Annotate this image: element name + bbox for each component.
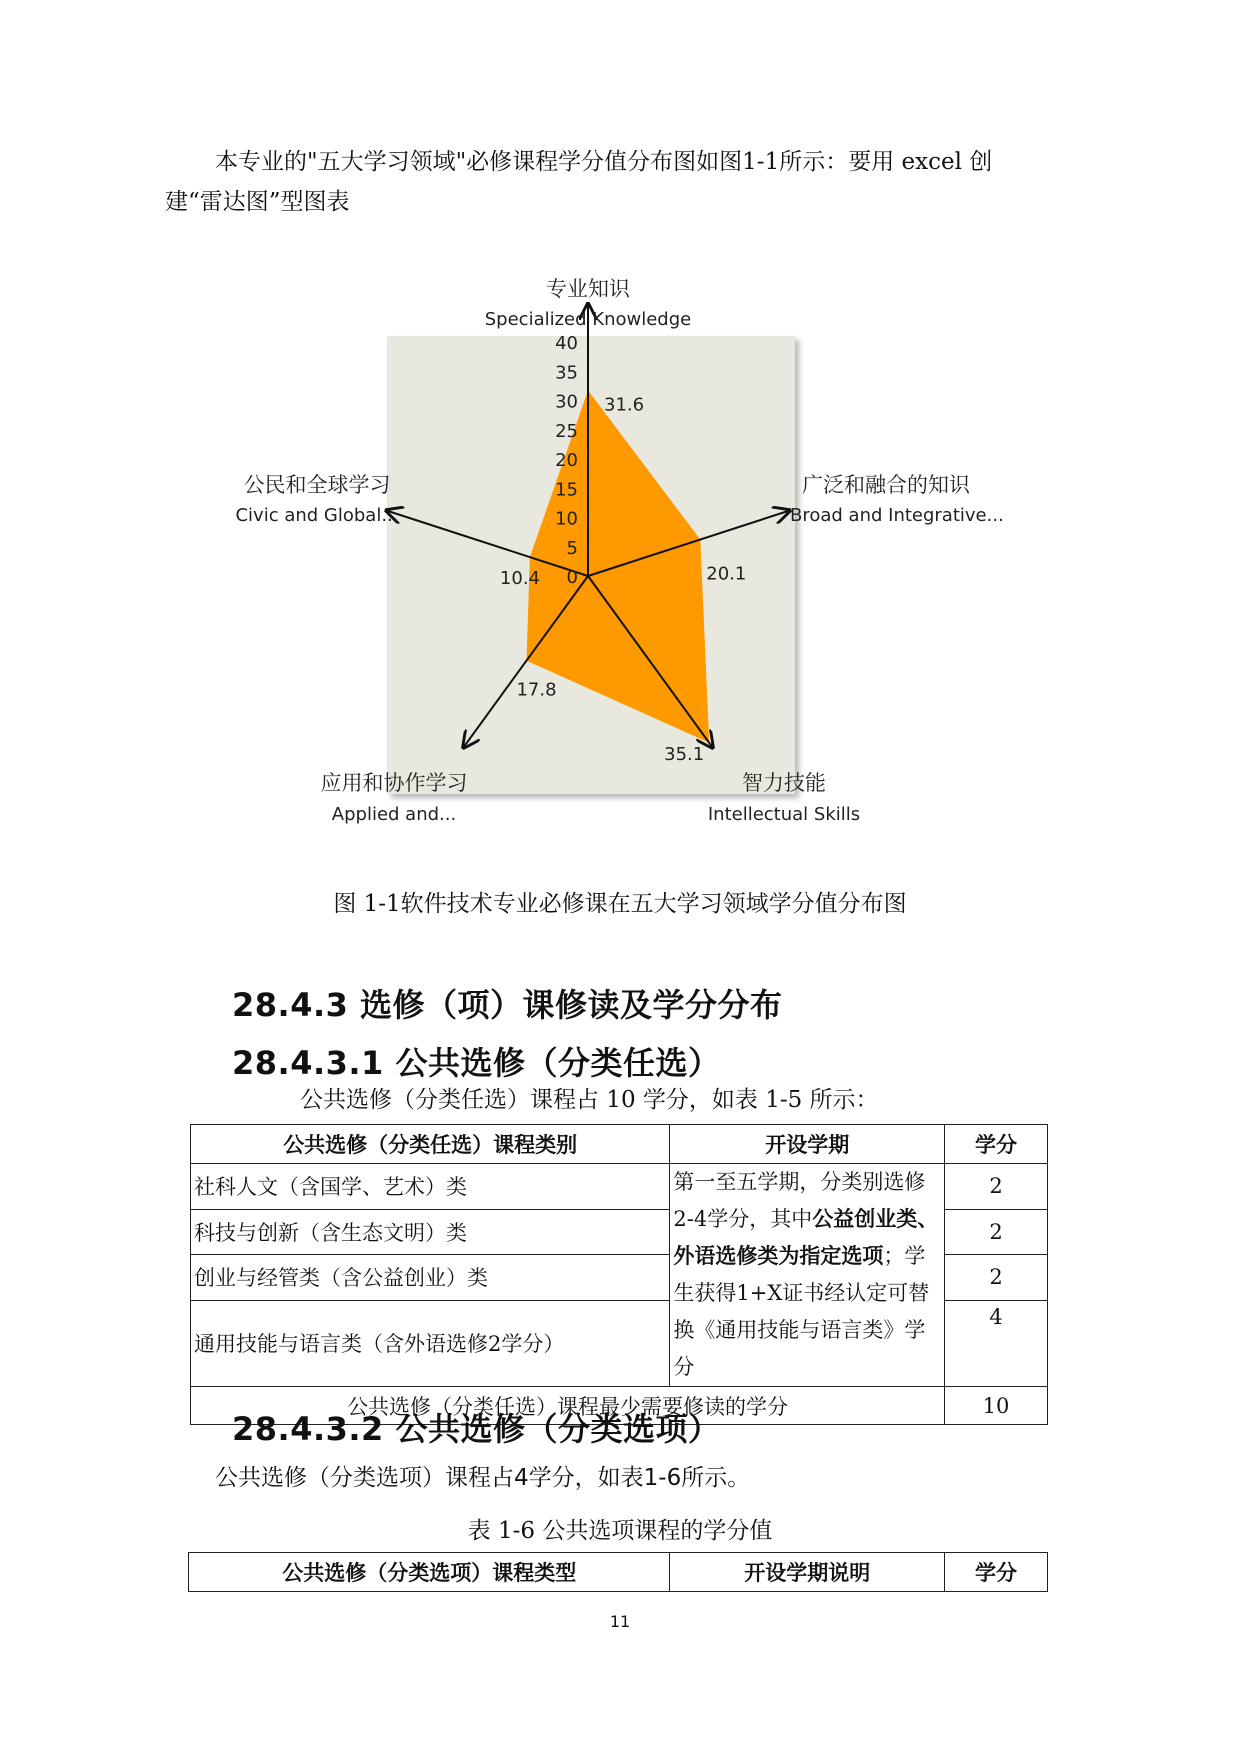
credits-cell: 2 [945, 1209, 1048, 1255]
radar-category-label-en: Broad and Integrative... [790, 505, 1004, 526]
radar-scale-tick: 40 [555, 333, 578, 355]
total-value-cell: 10 [945, 1387, 1048, 1425]
table-1-5 [190, 1124, 1048, 1425]
heading-28-4-3: 28.4.3 选修（项）课修读及学分分布 [232, 986, 783, 1024]
category-cell: 通用技能与语言类（含外语选修2学分） [191, 1300, 670, 1386]
radar-category-label-en: Specialized Knowledge [484, 309, 692, 330]
heading-28-4-3-1: 28.4.3.1 公共选修（分类任选） [232, 1044, 721, 1082]
radar-chart [0, 0, 1240, 860]
radar-category-label-en: Civic and Global... [235, 505, 399, 526]
radar-scale-tick: 30 [555, 391, 578, 413]
semester-note-part1: 第一至五学期，分类别选修2-4学分，其中 [673, 1170, 926, 1231]
table-header-row [191, 1125, 1048, 1164]
category-cell: 社科人文（含国学、艺术）类 [191, 1164, 670, 1210]
radar-scale-tick: 0 [566, 567, 578, 588]
header-semester: 开设学期 [670, 1125, 945, 1164]
heading-28-4-3-2: 28.4.3.2 公共选修（分类选项） [232, 1410, 721, 1448]
total-label-cell: 公共选修（分类任选）课程最少需要修读的学分 [191, 1387, 945, 1425]
credits-cell: 2 [945, 1255, 1048, 1301]
page-number: 11 [609, 1612, 631, 1631]
public-option-paragraph: 公共选修（分类选项）课程占4学分，如表1-6所示。 [215, 1465, 751, 1491]
header-type: 公共选修（分类选项）课程类型 [189, 1553, 670, 1592]
radar-scale-tick: 35 [555, 362, 578, 384]
radar-category-label-zh: 公民和全球学习 [243, 473, 391, 497]
radar-scale-tick: 25 [555, 420, 578, 442]
semester-note-part2: ；学生获得1+X证书经认定可替换《通用技能与语言类》学分 [673, 1244, 930, 1379]
credits-cell: 2 [945, 1164, 1048, 1210]
radar-category-label-zh: 专业知识 [546, 277, 630, 301]
public-elective-paragraph: 公共选修（分类任选）课程占 10 学分，如表 1-5 所示： [300, 1087, 879, 1113]
header-credits: 学分 [945, 1125, 1048, 1164]
radar-scale-tick: 5 [566, 537, 578, 559]
radar-data-label: 17.8 [516, 679, 557, 701]
radar-data-label: 20.1 [706, 563, 747, 585]
category-cell: 科技与创新（含生态文明）类 [191, 1209, 670, 1255]
table-1-6-caption: 表 1-6 公共选项课程的学分值 [467, 1518, 773, 1544]
radar-scale-tick: 10 [555, 508, 578, 530]
intro-line-2: 建“雷达图”型图表 [165, 189, 350, 215]
table-header-row [189, 1553, 1048, 1592]
figure-caption: 图 1-1软件技术专业必修课在五大学习领域学分值分布图 [333, 891, 907, 917]
radar-scale-tick: 20 [555, 450, 578, 472]
table-row [191, 1164, 1048, 1210]
radar-scale-tick: 15 [555, 479, 578, 501]
credits-cell: 4 [945, 1300, 1048, 1386]
header-category: 公共选修（分类任选）课程类别 [191, 1125, 670, 1164]
semester-note-bold: 公益创业类、外语选修类为指定选项 [673, 1207, 939, 1268]
header-credits: 学分 [945, 1553, 1048, 1592]
radar-category-label-en: Intellectual Skills [707, 804, 861, 825]
radar-data-label: 10.4 [499, 568, 540, 589]
semester-note-cell [670, 1164, 945, 1387]
category-cell: 创业与经管类（含公益创业）类 [191, 1255, 670, 1301]
radar-category-label-zh: 应用和协作学习 [320, 771, 468, 795]
radar-category-label-zh: 智力技能 [742, 771, 826, 795]
radar-data-label: 31.6 [604, 394, 645, 416]
radar-category-label-zh: 广泛和融合的知识 [802, 473, 970, 497]
header-semester-desc: 开设学期说明 [670, 1553, 945, 1592]
radar-category-label-en: Applied and... [331, 804, 457, 825]
table-1-6 [188, 1552, 1048, 1592]
radar-data-label: 35.1 [664, 743, 705, 765]
intro-line-1: 本专业的"五大学习领域"必修课程学分值分布图如图1-1所示：要用 excel 创 [215, 149, 993, 175]
